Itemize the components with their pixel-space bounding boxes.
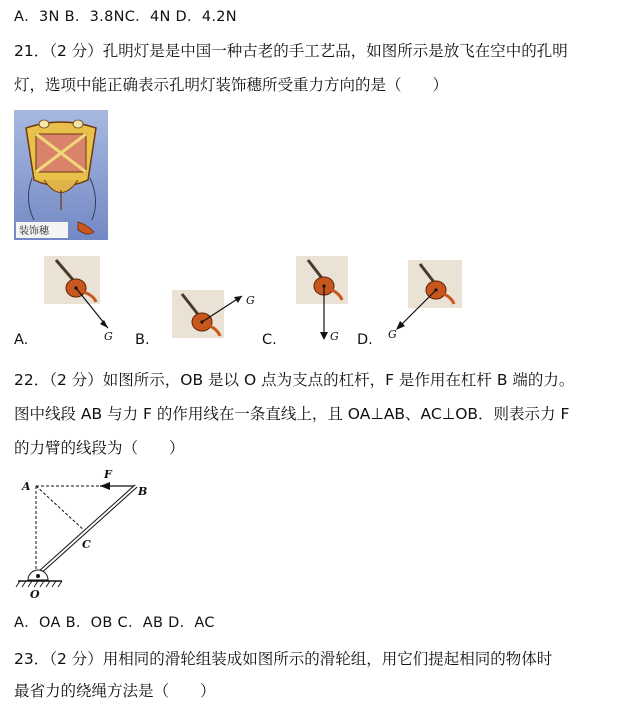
q23-stem-line1: 23．（2 分）用相同的滑轮组装成如图所示的滑轮组，用它们提起相同的物体时 <box>14 650 553 668</box>
force-label-b: G <box>246 294 255 307</box>
q21-option-c-label[interactable]: C. <box>262 332 277 348</box>
label-c: C <box>82 538 91 551</box>
force-label-d: G <box>388 328 397 341</box>
lever-diagram <box>14 468 154 600</box>
kongming-lantern-image <box>14 110 108 240</box>
q21-option-a-label[interactable]: A. <box>14 332 29 348</box>
q23-stem-line2: 最省力的绕绳方法是（ ） <box>14 682 216 700</box>
q22-options: A．OA B．OB C．AB D．AC <box>14 615 215 631</box>
label-o: O <box>30 588 40 600</box>
label-f: F <box>104 468 112 481</box>
q22-stem-line3: 的力臂的线段为（ ） <box>14 439 185 457</box>
lantern-caption: 装饰穗 <box>19 226 49 237</box>
force-label-a: G <box>104 330 113 343</box>
q21-option-d-figure <box>384 258 468 344</box>
q21-stem-line1: 21．（2 分）孔明灯是是中国一种古老的手工艺品，如图所示是放飞在空中的孔明 <box>14 42 568 60</box>
q20-options: A．3N B．3.8NC．4N D．4.2N <box>14 9 237 25</box>
q21-stem-line2: 灯，选项中能正确表示孔明灯装饰穗所受重力方向的是（ ） <box>14 76 449 94</box>
q21-option-c-figure <box>292 254 362 346</box>
label-b: B <box>138 485 148 498</box>
q21-option-d-label[interactable]: D. <box>357 332 373 348</box>
label-a: A <box>22 480 31 493</box>
q21-option-b-figure <box>168 288 268 344</box>
q22-stem-line1: 22．（2 分）如图所示，OB 是以 O 点为支点的杠杆，F 是作用在杠杆 B 端的力。 <box>14 371 575 389</box>
force-label-c: G <box>330 330 339 343</box>
q21-option-a-figure <box>40 254 140 346</box>
q21-option-b-label[interactable]: B. <box>135 332 150 348</box>
q22-stem-line2: 图中线段 AB 与力 F 的作用线在一条直线上，且 OA⊥AB、AC⊥OB．则表示力 F <box>14 405 570 423</box>
